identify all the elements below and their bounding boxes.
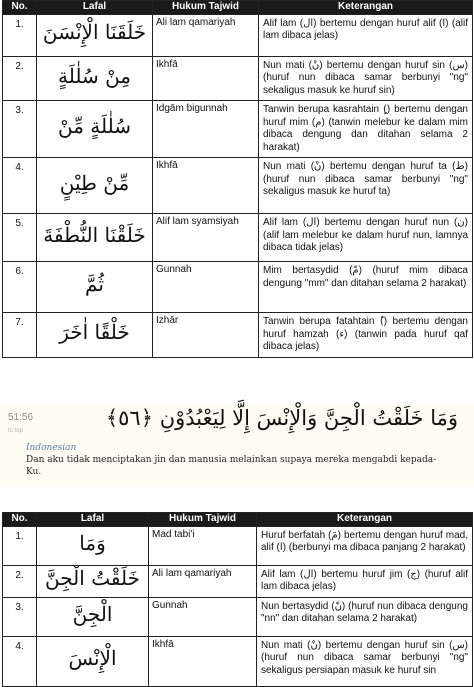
hukum-cell: Idgām bigunnah	[153, 101, 259, 158]
keterangan-cell: Huruf berfatah (مَ) bertemu dengan huruf mad, alif (ا) (berbunyi ma dibaca panjang 2 harakat)	[257, 526, 473, 565]
table-row	[3, 313, 473, 358]
hukum-cell: Ali lam qamariyah	[153, 14, 259, 56]
header-hukum: Hukum Tajwid	[149, 513, 257, 527]
verse-reference: 51:56	[8, 412, 34, 423]
hukum-cell: Izhār	[153, 313, 259, 358]
verse-translation: Dan aku tidak menciptakan jin dan manusia melainkan supaya mereka mengabdi kepada-Ku.	[26, 455, 437, 477]
to-top-link[interactable]: to top	[8, 428, 24, 434]
hukum-cell: Ikhfā	[149, 636, 257, 686]
header-keterangan: Keterangan	[257, 513, 473, 527]
lafal-cell	[37, 214, 153, 262]
lafal-cell	[37, 101, 153, 158]
header-lafal: Lafal	[37, 1, 153, 15]
arabic-text: خَلْقًا اٰخَرَ	[59, 320, 130, 344]
arabic-text: مِنْ سُلٰلَةٍ	[57, 63, 132, 88]
hukum-cell: Gunnah	[153, 262, 259, 313]
keterangan-cell: Mim bertasydid (مّ) (huruf mim dibaca dengung "mm" dan ditahan selama 2 harakat)	[259, 262, 473, 313]
table-row	[3, 565, 473, 597]
keterangan-cell: Nun mati (نْ) bertemu dengan huruf sin (س) (huruf nun dibaca samar berbunyi "ng" sekaligus masuk ke huruf sin)	[259, 56, 473, 101]
row-number: 7.	[3, 313, 37, 358]
row-number: 4.	[3, 636, 37, 686]
keterangan-cell: Nun bertasydid (نّ) (huruf nun dibaca dengung "nn" dan ditahan selama 2 harakat)	[257, 597, 473, 636]
arabic-text: خَلَقَنَا الْإِنْسَنَ	[42, 20, 147, 45]
header-keterangan: Keterangan	[259, 1, 473, 15]
row-number: 3.	[3, 101, 37, 158]
arabic-text: خَلَقْتُ الْجِنَّ	[45, 566, 140, 591]
tajwid-table-2	[2, 512, 473, 687]
hukum-cell: Mad tabi'i	[149, 526, 257, 565]
lafal-cell	[37, 56, 153, 101]
row-number: 6.	[3, 262, 37, 313]
row-number: 4.	[3, 158, 37, 214]
table-header-row	[3, 513, 473, 527]
lafal-cell	[37, 565, 149, 597]
header-lafal: Lafal	[37, 513, 149, 527]
row-number: 1.	[3, 14, 37, 56]
table-row	[3, 158, 473, 214]
row-number: 3.	[3, 597, 37, 636]
table-row	[3, 101, 473, 158]
verse-arabic: وَمَا خَلَقْتُ الْجِنَّ وَالْإِنْسَ إِلَّا لِيَعْبُدُوْنِ ﴿٥٦﴾	[105, 406, 458, 430]
keterangan-cell: Nun mati (نْ) bertemu dengan huruf ta (ط) (huruf nun dibaca samar berbunyi "ng" sekaligus masuk ke huruf ta)	[259, 158, 473, 214]
arabic-text: الْإِنْسَ	[68, 646, 117, 671]
table-row	[3, 56, 473, 101]
table-header-row	[3, 1, 473, 15]
table-row	[3, 262, 473, 313]
keterangan-cell: Alif lam (ال) bertemu huruf jim (ج) (huruf alif lam dibaca jelas)	[257, 565, 473, 597]
arabic-text: وَمَا	[79, 530, 106, 555]
table-row	[3, 14, 473, 56]
keterangan-cell: Alif lam (ال) bertemu dengan huruf nun (ن) (alif lam melebur ke dalam huruf nun, lamnya dibaca tidak jelas)	[259, 214, 473, 262]
keterangan-cell: Alif lam (ال) bertemu dengan huruf alif (ا) (alif lam dibaca jelas)	[259, 14, 473, 56]
arabic-text: الْجِنَّ	[72, 601, 113, 626]
lafal-cell	[37, 597, 149, 636]
table-row	[3, 526, 473, 565]
header-no: No.	[3, 1, 37, 15]
lafal-cell	[37, 636, 149, 686]
hukum-cell: Ikhfā	[153, 158, 259, 214]
table-row	[3, 214, 473, 262]
lafal-cell	[37, 313, 153, 358]
table-row	[3, 636, 473, 686]
lafal-cell	[37, 262, 153, 313]
hukum-cell: Alif lam syamsiyah	[153, 214, 259, 262]
row-number: 2.	[3, 56, 37, 101]
hukum-cell: Ikhfā	[153, 56, 259, 101]
arabic-text: خَلَقْنَا النُّطْفَةَ	[43, 222, 146, 247]
row-number: 5.	[3, 214, 37, 262]
hukum-cell: Gunnah	[149, 597, 257, 636]
keterangan-cell: Nun mati (نْ) bertemu dengan huruf sin (س) (huruf nun dibaca samar berbunyi "ng" sekaligus persiapan masuk ke huruf sin	[257, 636, 473, 686]
arabic-text: ثُمَّ	[85, 272, 104, 297]
row-number: 1.	[3, 526, 37, 565]
arabic-text: مِّنْ طِيْنٍ	[59, 170, 130, 195]
hukum-cell: Ali lam qamariyah	[149, 565, 257, 597]
arabic-text: سُلٰلَةٍ مِّنْ	[57, 114, 132, 139]
header-no: No.	[3, 513, 37, 527]
table-row	[3, 597, 473, 636]
lafal-cell	[37, 14, 153, 56]
quran-verse-panel	[0, 404, 474, 486]
lafal-cell	[37, 158, 153, 214]
tajwid-table-1	[2, 0, 473, 358]
keterangan-cell: Tanwin berupa fatahtain (ً) bertemu dengan huruf hamzah (ء) (tanwin pada huruf qaf dibaca jelas)	[259, 313, 473, 358]
translation-language: Indonesian	[26, 443, 77, 453]
lafal-cell	[37, 526, 149, 565]
row-number: 2.	[3, 565, 37, 597]
keterangan-cell: Tanwin berupa kasrahtain (ٍ) bertemu dengan huruf mim (م) (tanwin melebur ke dalam mim dibaca dengung dan ditahan selama 2 harakat)	[259, 101, 473, 158]
header-hukum: Hukum Tajwid	[153, 1, 259, 15]
